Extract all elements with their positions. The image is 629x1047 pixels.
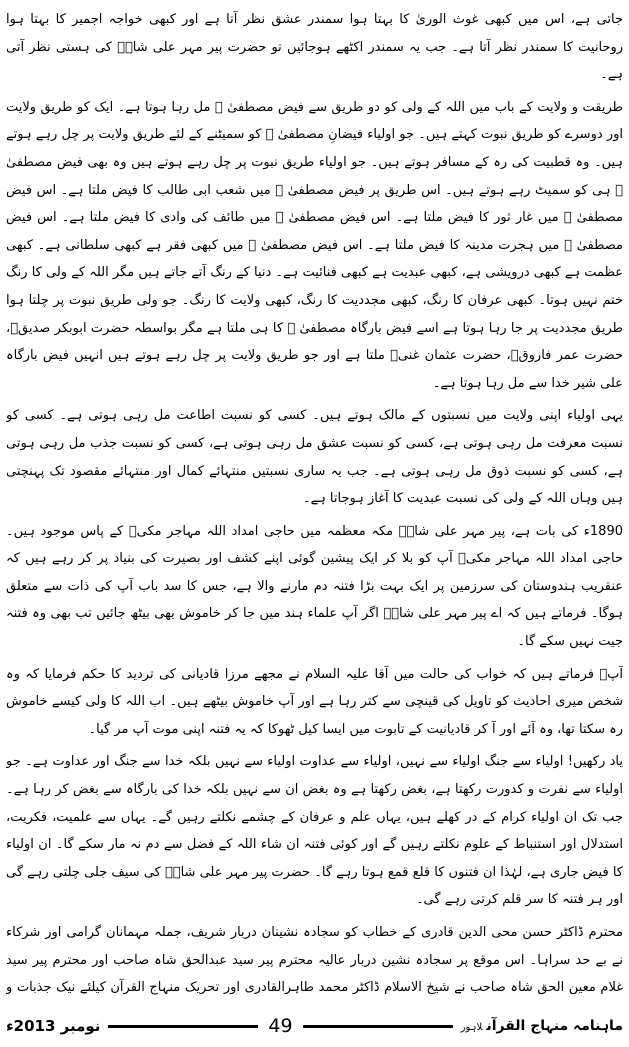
footer-rule-left [108, 1025, 258, 1028]
article-paragraph-3: یہی اولیاء اپنی ولایت میں نسبتوں کے مالک ہوتے ہیں۔ کسی کو نسبت اطاعت مل رہی ہوتی ہے۔ کسی کو نسبت معرفت مل رہی ہوتی ہے، کسی کو نسبت عشق مل رہی ہوتی ہے، کسی کو نسبت جذب مل رہی ہوتی ہے، کسی کو نسبت ذوق مل رہی ہوتی ہے۔ جب یہ ساری نسبتیں منتہائے کمال اور منتہائے مقصود تک پہنچتی ہیں وہاں اللہ کے ولی کی نسبت عبدیت کا آغاز ہوجاتا ہے۔ [6, 408, 623, 507]
article-paragraph-2: طریقت و ولایت کے باب میں اللہ کے ولی کو دو طریق سے فیض مصطفیٰ ﷺ مل رہا ہوتا ہے۔ ایک کو طریق ولایت اور دوسرے کو طریق نبوت کہتے ہیں۔ جو اولیاء فیضانِ مصطفیٰ ﷺ کو سمیٹنے کے لئے طریق ولایت پر چل رہے ہوتے ہیں۔ وہ قطبیت کی رہ کے مسافر ہوتے ہیں۔ جو اولیاء طریق نبوت پر چل رہے ہوتے ہیں وہ بھی فیض مصطفیٰ ﷺ ہی کو سمیٹ رہے ہوتے ہیں۔ اس طریق پر فیض مصطفیٰ ﷺ میں شعب ابی طالب کا فیض ملتا ہے۔ اس فیض مصطفیٰ ﷺ میں غار ثور کا فیض ملتا ہے۔ اس فیض مصطفیٰ ﷺ میں طائف کی وادی کا فیض ملتا ہے۔ اس فیض مصطفیٰ ﷺ میں ہجرت مدینہ کا فیض ملتا ہے۔ اس فیض مصطفیٰ ﷺ میں کبھی فقر ہے کبھی سلطانی ہے۔ کبھی عظمت ہے کبھی درویشی ہے، کبھی عبدیت ہے کبھی فنائیت ہے۔ دنیا کے رنگ آتے جاتے ہیں مگر اللہ کے ولی کا رنگ ختم نہیں ہوتا۔ کبھی عرفان کا رنگ، کبھی مجددیت کا رنگ، کبھی ولایت کا رنگ۔ جو ولی طریق نبوت پر چلتا ہوا طریق مجددیت پر جا رہا ہوتا ہے اسے فیض بارگاہ مصطفیٰ ﷺ کا ہی ملتا ہے مگر بواسطہ حضرت ابوبکر صدیقؓ، حضرت عمر فاروقؓ، حضرت عثمان غنیؓ ملتا ہے اور جو طریق ولایت پر چل رہے ہوتے ہیں انہیں فیض بارگاہ علی شیر خدا سے مل رہا ہوتا ہے۔ [6, 99, 623, 391]
footer-rule-right [303, 1025, 453, 1028]
page-footer [6, 1011, 623, 1041]
magazine-title [453, 1018, 623, 1034]
article-paragraph-5: آپؒ فرماتے ہیں کہ خواب کی حالت میں آقا علیہ السلام نے مجھے مرزا قادیانی کی تردید کا حکم فرمایا کہ وہ شخص میری احادیث کو تاویل کی قینچی سے کتر رہا ہے اور آپ خاموش بیٹھے ہیں۔ اب اللہ کا ولی کیسے خاموش رہ سکتا تھا، وہ آئے اور آ کر قادیانیت کے تابوت میں ایسا کیل ٹھوکا کہ یہ فتنہ اپنی موت آپ مر گیا۔ [6, 666, 623, 737]
issue-date: نومبر 2013ء [6, 1017, 101, 1035]
page-number: 49 [268, 1015, 293, 1037]
article-paragraph-7: محترم ڈاکٹر حسن محی الدین قادری کے خطاب کو سجادہ نشینان دربار شریف، جملہ مہمانان گرامی اور شرکاء نے بے حد سراہا۔ اس موقع پر سجادہ نشین دربار عالیہ محترم پیر سید عبدالحق شاہ صاحب اور محترم پیر سید غلام معین الحق شاہ صاحب نے شیخ الاسلام ڈاکٹر محمد طاہرالقادری اور تحریک منہاج القرآن کیلئے نیک جذبات و [6, 925, 623, 996]
magazine-name: ماہنامہ منہاج القرآن [486, 1018, 623, 1034]
magazine-city: لاہور [460, 1022, 483, 1033]
article-paragraph-6: یاد رکھیں! اولیاء سے جنگ اولیاء سے نہیں، اولیاء سے عداوت اولیاء سے نہیں بلکہ خدا سے جنگ اور عداوت ہے۔ جو اولیاء سے نفرت و کدورت رکھتا ہے، بغض رکھتا ہے وہ بغض ان سے نہیں بلکہ خدا کی بارگاہ سے بغض کر رہا ہے۔ جب تک ان اولیاء کرام کے در کھلے ہیں، یہاں علم و عرفان کے چشمے نکلتے رہیں گے۔ یہاں سے علمیت، فکریت، استدلال اور استنباط کے علوم نکلتے رہیں گے اور کوئی فتنہ ان شاء اللہ کے فضل سے دم نہ مار سکے گا۔ ان اولیاء کا فیض جاری ہے، لہٰذا ان فتنوں کا قلع قمع ہوتا رہے گا۔ حضرت پیر مہر علی شاہؒ کی سیف جلی چلتی رہے گی اور ہر فتنہ کا سر قلم کرتی رہے گی۔ [6, 754, 623, 908]
article-body [6, 6, 623, 1006]
article-paragraph-1: جاتی ہے، اس میں کبھی غوث الوریٰ کا بہتا ہوا سمندر عشق نظر آتا ہے اور کبھی خواجہ اجمیر کا بہتا ہوا روحانیت کا سمندر نظر آتا ہے۔ جب یہ سمندر اکٹھے ہوجائیں تو حضرت پیر مہر علی شاہؒ کی ہستی نظر آتی ہے۔ [6, 12, 623, 83]
article-paragraph-4: 1890ء کی بات ہے، پیر مہر علی شاہؒ مکہ معظمہ میں حاجی امداد اللہ مہاجر مکیؒ کے پاس موجود ہیں۔ حاجی امداد اللہ مہاجر مکیؒ آپ کو بلا کر ایک پیشین گوئی اپنے کشف اور بصیرت کی بنیاد پر کر رہے ہیں کہ عنقریب ہندوستان کی سرزمین پر ایک بہت بڑا فتنہ دم مارنے والا ہے، جس کا سد باب آپ کی ذات سے متعلق ہوگا۔ فرماتے ہیں کہ اے پیر مہر علی شاہؒ اگر آپ علماء ہند میں جا کر خاموش بھی بیٹھ جائیں تب بھی وہ فتنہ جیت نہیں سکے گا۔ [6, 523, 623, 650]
